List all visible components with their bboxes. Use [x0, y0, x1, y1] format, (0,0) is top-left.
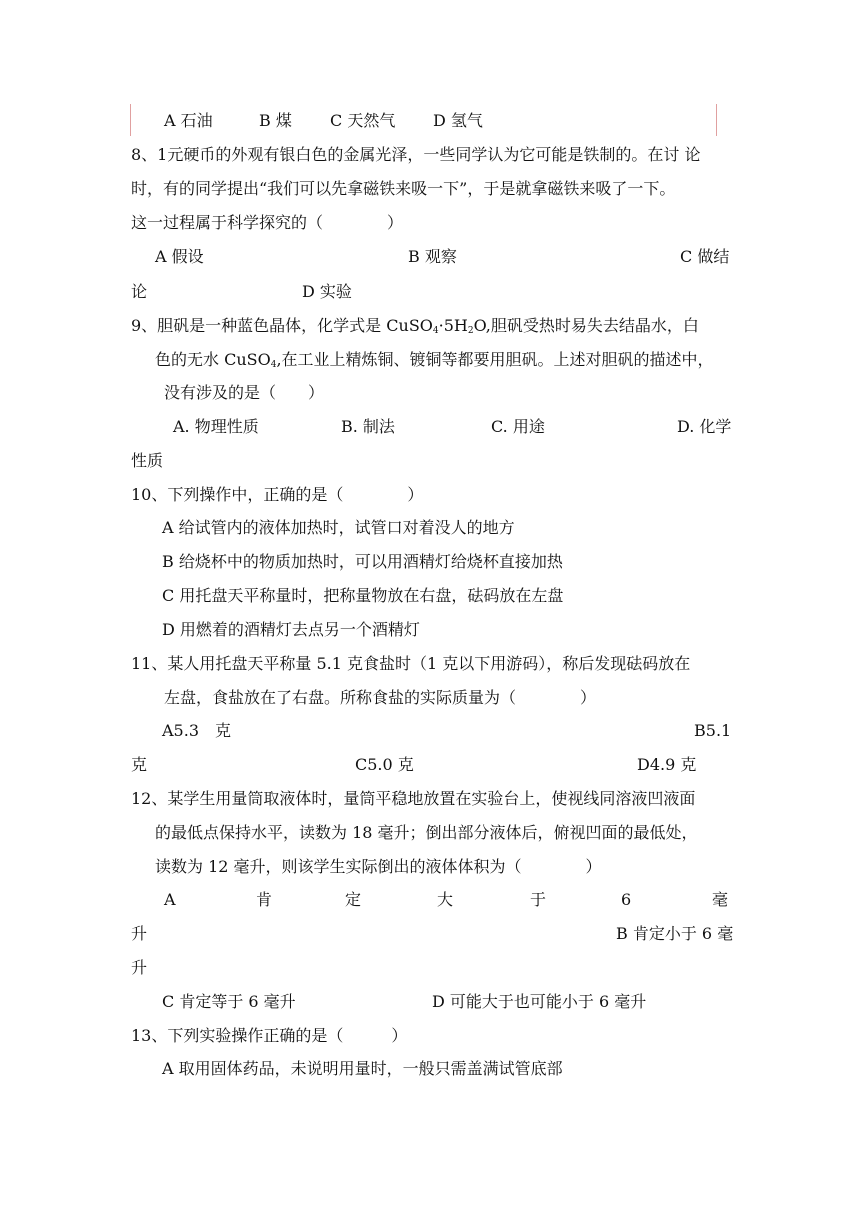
q12-option-b: B 肯定小于 6 毫: [616, 924, 734, 943]
q12-option-a-wrap: 升: [131, 924, 148, 943]
q12-stem-line2: 的最低点保持水平，读数为 18 毫升；倒出部分液体后，俯视凹面的最低处，: [155, 823, 698, 842]
q9-option-d: D. 化学: [677, 417, 732, 436]
q10-option-b: B 给烧杯中的物质加热时，可以用酒精灯给烧杯直接加热: [162, 552, 563, 571]
q11-option-d: D4.9 克: [637, 755, 697, 774]
q9-option-a: A. 物理性质: [173, 417, 259, 436]
q12-option-d: D 可能大于也可能小于 6 毫升: [432, 992, 647, 1011]
q13-stem: 13、下列实验操作正确的是（ ）: [131, 1026, 408, 1045]
q11-option-a: A5.3 克: [162, 721, 232, 740]
q9-stem-line2: 色的无水 CuSO$_4$,在工业上精炼铜、镀铜等都要用胆矾。上述对胆矾的描述中，: [155, 350, 714, 370]
q9-option-d-wrap: 性质: [131, 451, 164, 470]
q10-option-c: C 用托盘天平称量时，把称量物放在右盘，砝码放在左盘: [162, 586, 564, 605]
q11-option-c: C5.0 克: [355, 755, 414, 774]
q7-option-b: B 煤: [259, 111, 292, 130]
q12-option-b-wrap: 升: [131, 958, 148, 977]
q8-stem-line3: 这一过程属于科学探究的（ ）: [131, 213, 404, 232]
q9-stem-line3: 没有涉及的是（ ）: [164, 383, 325, 402]
q7-option-c: C 天然气: [330, 111, 396, 130]
q8-stem-line2: 时，有的同学提出“我们可以先拿磁铁来吸一下”，于是就拿磁铁来吸了一下。: [131, 179, 676, 198]
q12-option-a-char: 于: [530, 890, 547, 909]
q8-option-b: B 观察: [408, 247, 457, 266]
q10-stem: 10、下列操作中，正确的是（ ）: [131, 485, 424, 504]
q8-option-c-wrap: 论: [131, 282, 148, 301]
q12-option-c: C 肯定等于 6 毫升: [162, 992, 296, 1011]
q12-option-a-char: 毫: [712, 890, 729, 909]
right-margin-mark: [716, 104, 717, 136]
q12-option-a-char: 定: [345, 890, 362, 909]
q11-option-b: B5.1: [694, 721, 732, 740]
q11-option-b-wrap: 克: [131, 755, 148, 774]
q12-option-a-char: 肯: [256, 890, 273, 909]
q12-stem-line3: 读数为 12 毫升，则该学生实际倒出的液体体积为（ ）: [155, 857, 602, 876]
q10-option-a: A 给试管内的液体加热时，试管口对着没人的地方: [162, 518, 515, 537]
left-margin-mark: [130, 104, 131, 136]
q7-option-a: A 石油: [164, 111, 213, 130]
q11-stem-line2: 左盘，食盐放在了右盘。所称食盐的实际质量为（ ）: [164, 688, 597, 707]
q9-option-b: B. 制法: [341, 417, 395, 436]
q8-stem-line1: 8、1元硬币的外观有银白色的金属光泽，一些同学认为它可能是铁制的。在讨 论: [131, 145, 701, 164]
q8-option-c: C 做结: [680, 247, 730, 266]
q8-option-a: A 假设: [155, 247, 204, 266]
q8-option-d: D 实验: [302, 282, 352, 301]
q9-stem-line1: 9、胆矾是一种蓝色晶体，化学式是 $CuSO_4\cdot 5H_2O$,胆矾受热时易失去结晶水，白: [131, 316, 699, 336]
q13-option-a: A 取用固体药品，未说明用量时，一般只需盖满试管底部: [162, 1059, 563, 1078]
q12-option-a-char: A: [164, 890, 176, 909]
q10-option-d: D 用燃着的酒精灯去点另一个酒精灯: [162, 620, 420, 639]
q7-option-d: D 氢气: [433, 111, 483, 130]
q12-option-a-char: 大: [437, 890, 454, 909]
q12-stem-line1: 12、某学生用量筒取液体时，量筒平稳地放置在实验台上，使视线同溶液凹液面: [131, 789, 696, 808]
q9-option-c: C. 用途: [491, 417, 545, 436]
q11-stem-line1: 11、某人用托盘天平称量 5.1 克食盐时（1 克以下用游码），称后发现砝码放在: [131, 654, 691, 673]
q12-option-a-char: 6: [621, 890, 632, 909]
